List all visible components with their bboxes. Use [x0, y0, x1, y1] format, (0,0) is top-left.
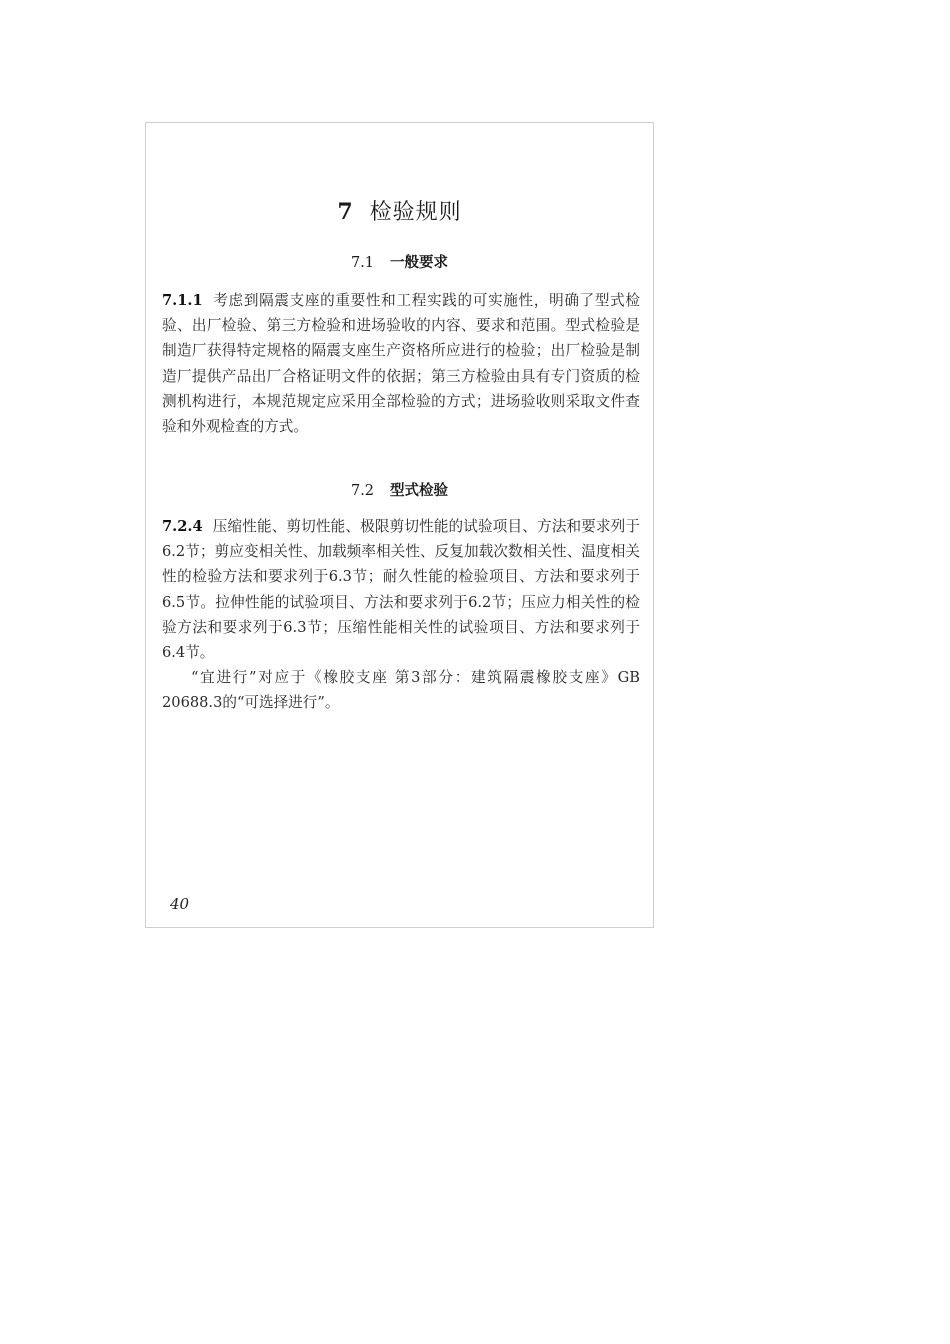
clause-text: 压缩性能、剪切性能、极限剪切性能的试验项目、方法和要求列于6.2节；剪应变相关性、加载频率相关性、反复加载次数相关性、温度相关性的检验方法和要求列于6.3节；耐久性能的检验项目、方法和要求列于6.5节。拉伸性能的试验项目、方法和要求列于6.2节；压应力相关性的检验方法和要求列于6.3节；压缩性能相关性的试验项目、方法和要求列于6.4节。: [162, 518, 640, 662]
chapter-title-text: 检验规则: [369, 200, 462, 225]
clause-number: 7.1.1: [162, 292, 203, 309]
section-number: 7.2: [350, 483, 375, 499]
clause-note: “宜进行”对应于《橡胶支座 第3部分：建筑隔震橡胶支座》GB 20688.3的“可选择进行”。: [162, 669, 640, 712]
clause-number: 7.2.4: [162, 518, 203, 535]
document-page: [145, 122, 654, 928]
clause-7-2-4: [162, 514, 640, 665]
chapter-title: [146, 195, 653, 226]
chapter-number: 7: [337, 199, 354, 225]
section-title: 一般要求: [390, 255, 449, 271]
clause-7-1-1: [162, 288, 640, 439]
section-heading-7-2: [146, 479, 653, 500]
section-heading-7-1: [146, 251, 653, 272]
clause-text: 考虑到隔震支座的重要性和工程实践的可实施性，明确了型式检验、出厂检验、第三方检验和进场验收的内容、要求和范围。型式检验是制造厂获得特定规格的隔震支座生产资格所应进行的检验；出厂检验是制造厂提供产品出厂合格证明文件的依据；第三方检验由具有专门资质的检测机构进行，本规范规定应采用全部检验的方式；进场验收则采取文件查验和外观检查的方式。: [162, 292, 640, 436]
section-title: 型式检验: [390, 483, 449, 499]
section-number: 7.1: [350, 255, 375, 271]
page-number: 40: [170, 895, 190, 913]
